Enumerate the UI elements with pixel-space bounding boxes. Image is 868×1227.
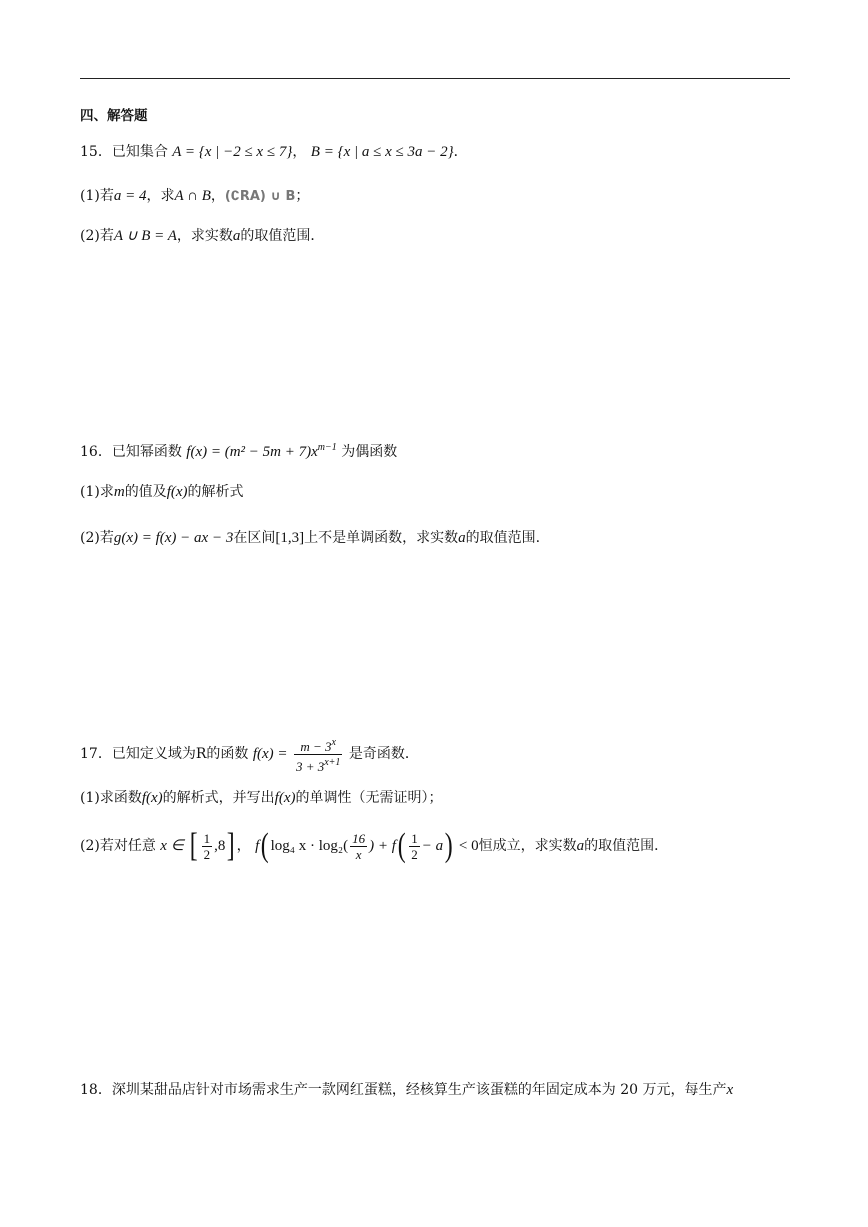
q17-p2-pre: (2)若对任意 (80, 838, 156, 854)
q15-part1 (80, 186, 309, 207)
q17-stem-text: 17．已知定义域为R的函数 (80, 746, 249, 762)
q17-numerator-exp: x (331, 736, 336, 748)
q15-p1-cond: a = 4 (113, 188, 147, 204)
q17-p2-ineq: < 0 (458, 838, 479, 854)
q17-p1-end: 的单调性（无需证明）； (295, 790, 443, 806)
q16-p1-mid: 的值及 (124, 484, 167, 500)
q17-p2-half-frac (202, 831, 213, 862)
q15-p1-pre: (1)若 (80, 188, 114, 204)
q17-p2-plus: ) + f (369, 838, 396, 854)
q17-p2-upper: ,8 (214, 838, 226, 854)
q15-p1-expr: A ∩ B (174, 188, 211, 204)
q17-denominator-exp: x+1 (324, 756, 341, 768)
q15-p2-mid: ，求实数 (176, 228, 233, 244)
left-paren-icon-2: ( (397, 827, 406, 864)
q15-end: ． (453, 144, 468, 160)
q15-set-b: B = {x | a ≤ x ≤ 3a − 2} (310, 144, 454, 160)
q17-func-lhs: f(x) = (252, 746, 288, 762)
q17-p2-half-frac-2 (409, 831, 420, 862)
q17-p1-mid: 的解析式，并写出 (162, 790, 275, 806)
q16-p2-pre: (2)若 (80, 530, 114, 546)
q15-stem (80, 142, 468, 162)
q17-p2-mid: 恒成立，求实数 (478, 838, 577, 854)
q17-p2-f: f (255, 838, 260, 854)
q17-p2-sep: ， (236, 838, 251, 854)
q15-p1-end: ； (295, 188, 310, 204)
q17-p1-func: f(x) (141, 790, 163, 806)
q16-p2-end: 的取值范围. (465, 530, 541, 546)
q15-p2-cond: A ∪ B = A (113, 228, 177, 244)
q17-p1-pre: (1)求函数 (80, 790, 142, 806)
q17-p2-half-den-2: 2 (411, 846, 418, 862)
q18-stem (80, 1080, 733, 1100)
q17-p2-avar: a (576, 838, 585, 854)
q15-sep: ， (292, 144, 307, 160)
q16-stem (80, 438, 397, 462)
q18-var: x (726, 1082, 734, 1098)
q17-p2-end: 的取值范围． (584, 838, 669, 854)
q15-p2-end: 的取值范围． (240, 228, 325, 244)
q16-exponent: m−1 (317, 442, 337, 453)
q15-p1-mid: ，求 (146, 188, 175, 204)
q16-stem-text: 16．已知幂函数 (80, 444, 182, 460)
q16-p1-var: m (113, 484, 125, 500)
q15-p1-complement: (∁RA) ∪ B (224, 189, 296, 204)
q16-p2-func: g(x) = f(x) − ax − 3 (113, 530, 234, 546)
q17-p2-half-num: 1 (203, 830, 211, 846)
q16-p1-pre: (1)求 (80, 484, 114, 500)
q16-part2 (80, 528, 540, 548)
q17-p2-minus: − a (421, 838, 444, 854)
q16-p2-mid2: 上不是单调函数，求实数 (304, 530, 459, 546)
q17-p2-log-den: x (355, 846, 362, 862)
right-bracket-icon: ] (227, 827, 235, 864)
q17-fraction (294, 735, 342, 774)
q15-set-a: A = {x | −2 ≤ x ≤ 7} (172, 144, 293, 160)
q17-p2-log-frac (350, 831, 367, 862)
section-heading: 四、解答题 (80, 108, 148, 124)
header-rule (80, 78, 790, 79)
q16-p1-end: 的解析式 (187, 484, 244, 500)
q15-p2-pre: (2)若 (80, 228, 114, 244)
left-paren-icon: ( (260, 827, 269, 864)
left-bracket-icon: [ (189, 827, 198, 864)
q17-part1 (80, 788, 443, 808)
q18-text: 18．深圳某甜品店针对市场需求生产一款网红蛋糕，经核算生产该蛋糕的年固定成本为 20 万元，每生产 (80, 1082, 727, 1098)
q16-p2-var: a (458, 530, 466, 546)
q16-p2-mid: 在区间 (233, 530, 276, 546)
q17-p2-log: log₄ x · log₂( (270, 838, 349, 854)
q17-stem (80, 734, 419, 774)
q17-denominator: 3 + 3 (295, 758, 325, 774)
q15-p1-sep: ， (210, 188, 225, 204)
q17-part2 (80, 826, 668, 866)
q15-stem-text: 15．已知集合 (80, 144, 168, 160)
q16-p2-interval: [1,3] (275, 530, 305, 546)
q17-p2-log-num: 16 (352, 830, 366, 846)
q15-p2-var: a (232, 228, 241, 244)
q16-part1 (80, 482, 244, 502)
q17-p2-half-num-2: 1 (411, 830, 418, 846)
q17-p2-half-den: 2 (203, 846, 211, 862)
q17-p1-func2: f(x) (274, 790, 296, 806)
q16-func: f(x) = (m² − 5m + 7)x (186, 444, 318, 460)
right-paren-icon: ) (444, 827, 453, 864)
q17-end: 是奇函数． (348, 746, 419, 762)
q17-numerator: m − 3 (300, 738, 332, 754)
q16-p1-func: f(x) (166, 484, 188, 500)
q17-p2-var: x ∈ (160, 838, 184, 854)
q15-part2 (80, 226, 324, 246)
q16-end: 为偶函数 (341, 444, 398, 460)
